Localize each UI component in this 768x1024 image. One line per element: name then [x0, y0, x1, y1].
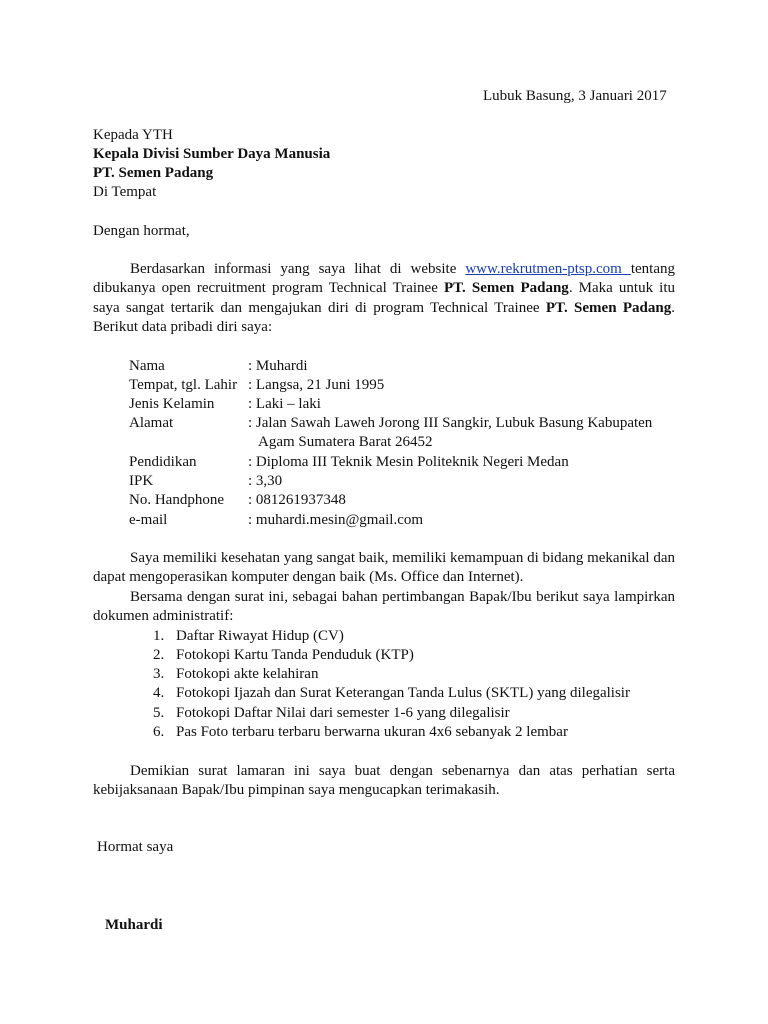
list-item-number: 6. — [153, 724, 165, 740]
list-item: Pas Foto terbaru terbaru berwarna ukuran 4x6 sebanyak 2 lembar — [176, 724, 568, 740]
address-line-1: : Jalan Sawah Laweh Jorong III Sangkir, Lubuk Basung Kabupaten — [248, 415, 653, 431]
phone-label: No. Handphone — [129, 492, 224, 508]
list-item-number: 4. — [153, 685, 165, 701]
intro-text-2: tentang dibukanya open recruitment program Technical Trainee — [93, 261, 675, 297]
birth-value: : Langsa, 21 Juni 1995 — [248, 377, 385, 393]
list-item-number: 3. — [153, 666, 165, 682]
intro-company-1: PT. Semen Padang — [443, 280, 569, 297]
recipient-location: Di Tempat — [93, 184, 157, 200]
recipient-position: Kepala Divisi Sumber Daya Manusia — [93, 146, 331, 162]
name-value: : Muhardi — [248, 358, 308, 374]
intro-paragraph — [93, 260, 675, 337]
address-value — [248, 414, 678, 452]
email-value: : muhardi.mesin@gmail.com — [248, 512, 424, 528]
place-date: Lubuk Basung, 3 Januari 2017 — [483, 88, 667, 104]
name-label: Nama — [129, 358, 165, 374]
attachments-paragraph: Bersama dengan surat ini, sebagai bahan pertimbangan Bapak/Ibu berikut saya lampirkan dokumen administratif: — [93, 589, 675, 625]
gpa-label: IPK — [129, 473, 154, 489]
phone-value: : 081261937348 — [248, 492, 346, 508]
email-label: e-mail — [129, 512, 168, 528]
intro-text-3: . Maka untuk itu saya sangat tertarik dan mengajukan diri di program Technical Trainee — [93, 280, 675, 316]
closing-paragraph: Demikian surat lamaran ini saya buat dengan sebenarnya dan atas perhatian serta kebijaksanaan Bapak/Ibu pimpinan saya mengucapkan terimakasih. — [93, 763, 675, 799]
list-item: Fotokopi akte kelahiran — [176, 666, 319, 682]
signature-name: Muhardi — [105, 917, 163, 933]
health-paragraph: Saya memiliki kesehatan yang sangat baik, memiliki kemampuan di bidang mekanikal dan dapat mengoperasikan komputer dengan baik (Ms. Office dan Internet). — [93, 550, 675, 586]
address-line-2: Agam Sumatera Barat 26452 — [258, 434, 433, 450]
gender-value: : Laki – laki — [248, 396, 321, 412]
list-item: Fotokopi Kartu Tanda Penduduk (KTP) — [176, 647, 414, 663]
intro-text-4: . Berikut data pribadi diri saya: — [93, 299, 675, 335]
sign-off: Hormat saya — [97, 839, 174, 855]
list-item: Fotokopi Daftar Nilai dari semester 1-6 yang dilegalisir — [176, 705, 510, 721]
education-value: : Diploma III Teknik Mesin Politeknik Negeri Medan — [248, 454, 569, 470]
recipient-to: Kepada YTH — [93, 127, 173, 143]
website-link[interactable]: www.rekrutmen-ptsp.com — [465, 261, 631, 277]
list-item-number: 1. — [153, 628, 165, 644]
list-item-number: 5. — [153, 705, 165, 721]
list-item-number: 2. — [153, 647, 165, 663]
gpa-value: : 3,30 — [248, 473, 283, 489]
intro-company-2: PT. Semen Padang — [545, 299, 672, 316]
education-label: Pendidikan — [129, 454, 197, 470]
greeting: Dengan hormat, — [93, 223, 190, 239]
list-item: Fotokopi Ijazah dan Surat Keterangan Tanda Lulus (SKTL) yang dilegalisir — [176, 685, 630, 701]
birth-label: Tempat, tgl. Lahir — [129, 377, 238, 393]
recipient-company: PT. Semen Padang — [93, 165, 214, 181]
list-item: Daftar Riwayat Hidup (CV) — [176, 628, 344, 644]
intro-text-1: Berdasarkan informasi yang saya lihat di website — [130, 261, 466, 277]
gender-label: Jenis Kelamin — [129, 396, 215, 412]
address-label: Alamat — [129, 415, 174, 431]
